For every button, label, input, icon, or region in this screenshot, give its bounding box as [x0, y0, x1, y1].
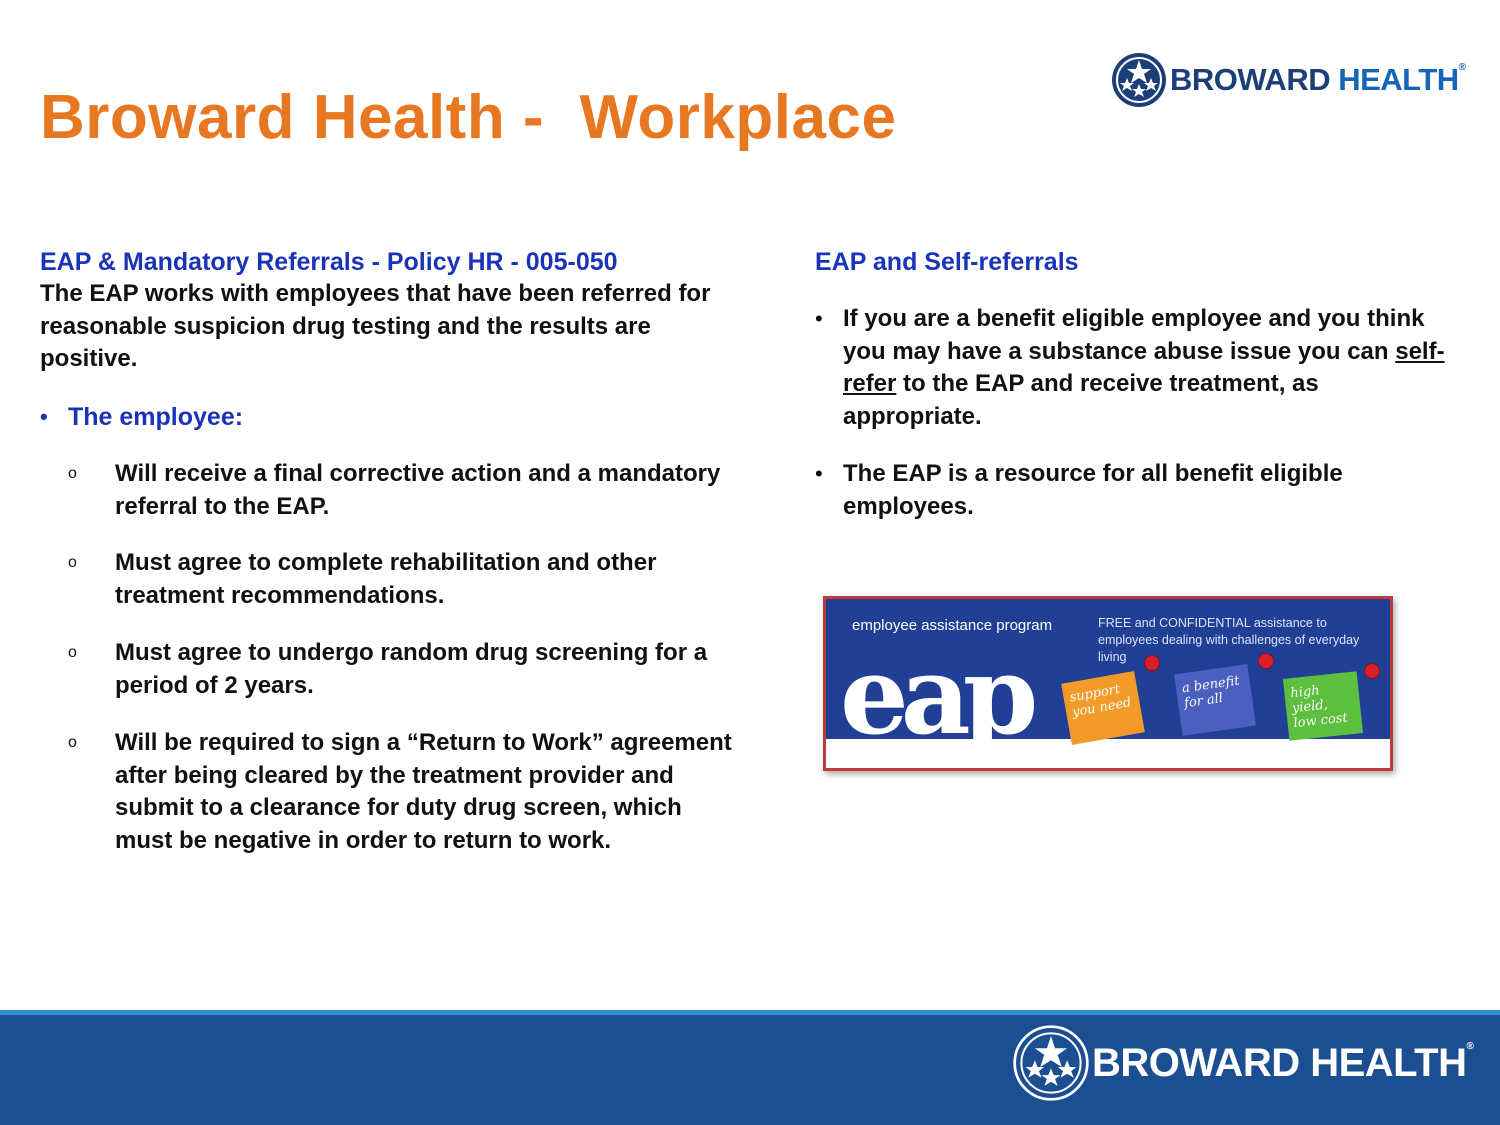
eap-subtitle: employee assistance program: [852, 617, 1053, 634]
sub-bullet-marker: o: [68, 554, 77, 571]
pushpin-icon: [1364, 663, 1380, 679]
eap-tagline: FREE and CONFIDENTIAL assistance to employees dealing with challenges of everyday living: [1098, 616, 1360, 664]
logo-wordmark: BROWARD HEALTH®: [1170, 62, 1466, 97]
sticky-note-benefit: a benefit for all: [1174, 664, 1256, 736]
star-cluster-icon: [1110, 51, 1168, 109]
list-item-text: Must agree to complete rehabilitation and other treatment recommendations.: [115, 549, 657, 609]
self-referral-bullet: [815, 303, 1455, 433]
employee-bullet: [40, 401, 740, 434]
pushpin-icon: [1144, 655, 1160, 671]
self-referral-text: If you are a benefit eligible employee and you think you may have a substance abuse issue you can self-refer to the EAP and receive treatment, as appropriate.: [843, 305, 1445, 430]
left-heading: EAP & Mandatory Referrals - Policy HR - 005-050: [40, 248, 618, 276]
sticky-note-yield: high yield, low cost: [1283, 671, 1363, 740]
sub-bullet-marker: o: [68, 734, 77, 751]
list-item-text: Will be required to sign a “Return to Work” agreement after being cleared by the treatment provider and submit to a clearance for duty drug screen, which must be negative in order to return to work.: [115, 729, 732, 854]
list-item: [40, 727, 740, 857]
list-item-text: Will receive a final corrective action and a mandatory referral to the EAP.: [115, 460, 721, 520]
list-item-text: Must agree to undergo random drug screening for a period of 2 years.: [115, 639, 708, 699]
sticky-note-support: support you need: [1061, 671, 1145, 745]
logo-wordmark: BROWARD HEALTH®: [1092, 1040, 1474, 1085]
broward-health-logo-footer: [1012, 1022, 1473, 1104]
sub-bullet-marker: o: [68, 644, 77, 661]
slide-title: Broward Health - Workplace: [40, 83, 897, 152]
eap-banner-image: [823, 596, 1393, 771]
star-cluster-icon: [1012, 1024, 1090, 1102]
resource-text: The EAP is a resource for all benefit eligible employees.: [843, 460, 1343, 520]
list-item: [40, 637, 740, 702]
bullet-marker: •: [815, 306, 823, 331]
employee-bullet-label: The employee:: [68, 402, 244, 431]
list-item: [40, 458, 740, 523]
left-intro: The EAP works with employees that have been referred for reasonable suspicion drug testing and the results are positive.: [40, 280, 711, 372]
sub-bullet-marker: o: [68, 465, 77, 482]
pushpin-icon: [1258, 653, 1274, 669]
right-column: [815, 246, 1455, 523]
self-refer-link[interactable]: self-refer: [843, 337, 1445, 397]
left-column: [40, 246, 740, 857]
list-item: [40, 547, 740, 612]
right-heading: EAP and Self-referrals: [815, 248, 1079, 276]
resource-bullet: [815, 458, 1455, 523]
eap-wordmark: eap: [840, 633, 1031, 759]
bullet-marker: •: [40, 403, 48, 429]
broward-health-logo-top: [1110, 50, 1466, 110]
bullet-marker: •: [815, 461, 823, 486]
